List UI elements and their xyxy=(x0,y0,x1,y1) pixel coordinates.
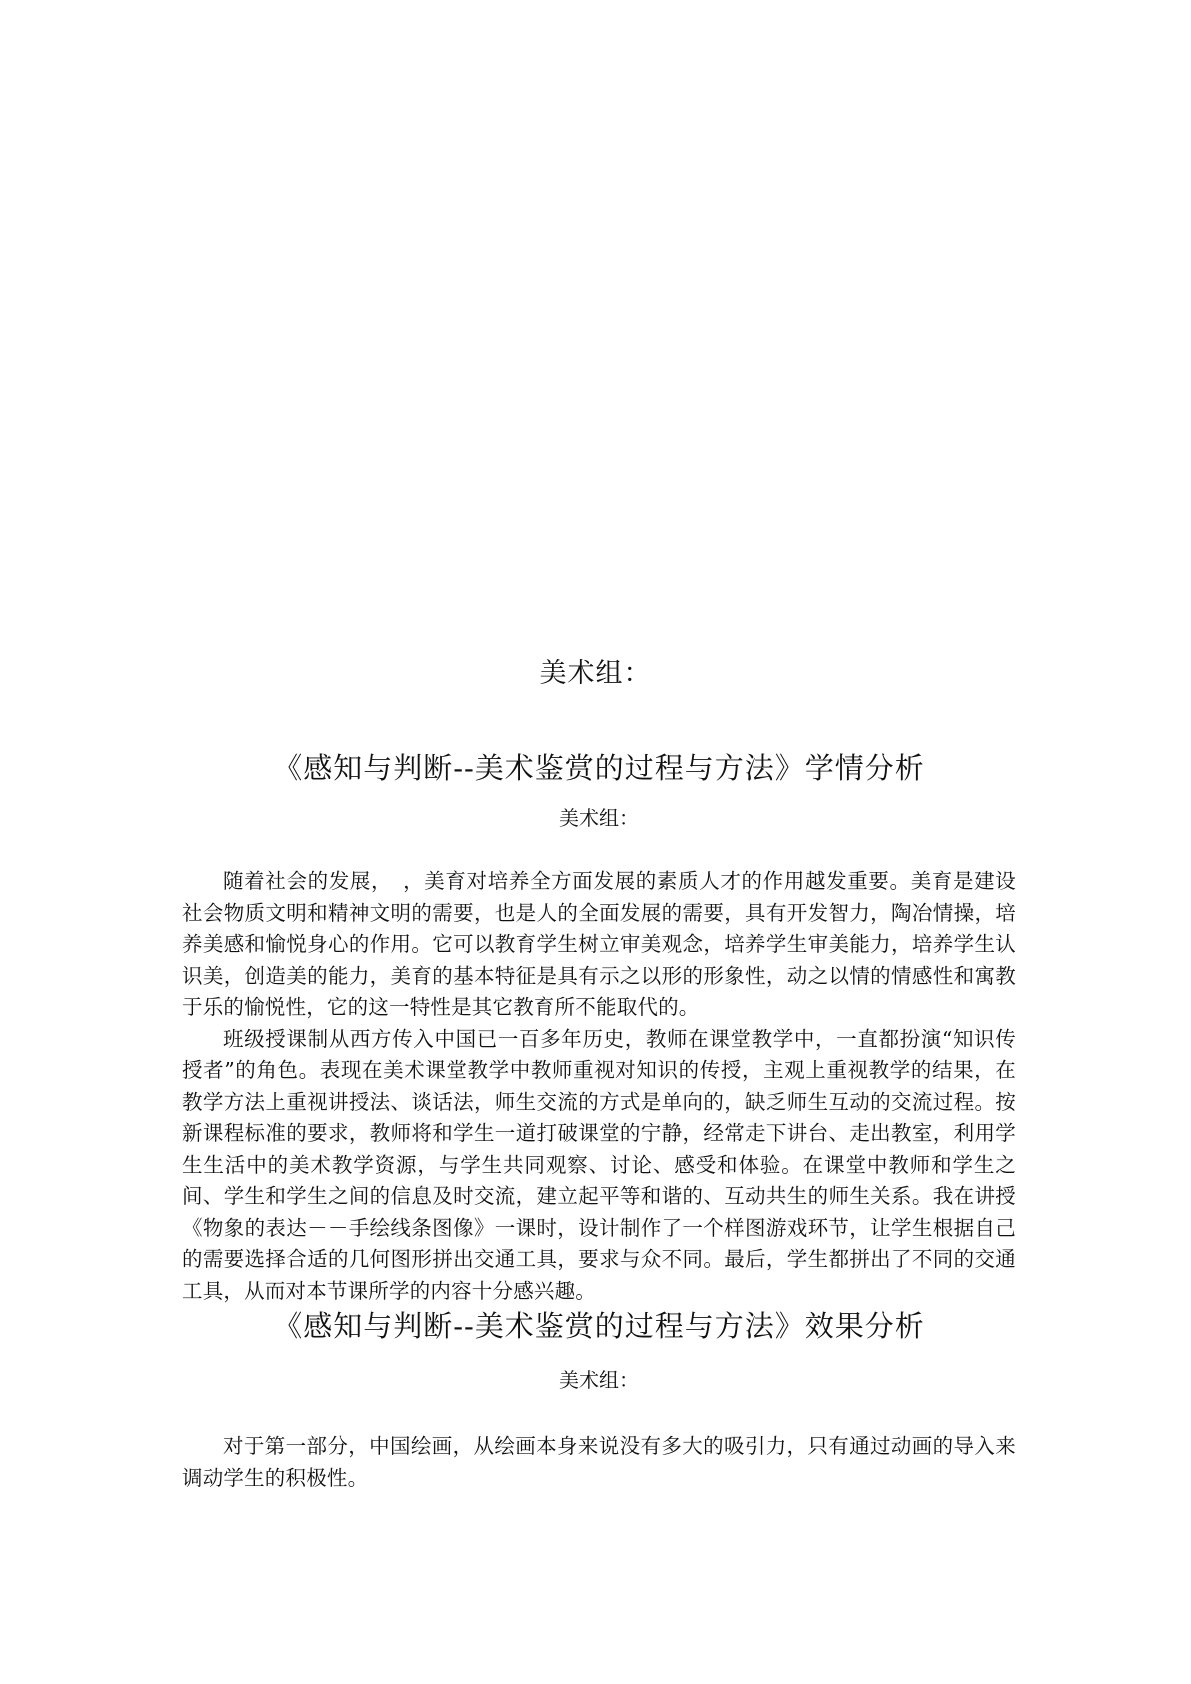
section-body xyxy=(182,1431,1016,1494)
section-title-effect-analysis: 《感知与判断--美术鉴赏的过程与方法》效果分析 xyxy=(273,1309,925,1343)
cover-group-label: 美术组： xyxy=(539,658,652,689)
section-author: 美术组： xyxy=(559,806,639,830)
section-author: 美术组： xyxy=(559,1368,639,1392)
paragraph: 班级授课制从西方传入中国已一百多年历史，教师在课堂教学中，一直都扮演“知识传授者”的角色。表现在美术课堂教学中教师重视对知识的传授，主观上重视教学的结果，在教学方法上重视讲授法、谈话法，师生交流的方式是单向的，缺乏师生互动的交流过程。按新课程标准的要求，教师将和学生一道打破课堂的宁静，经常走下讲台、走出教室，利用学生生活中的美术教学资源，与学生共同观察、讨论、感受和体验。在课堂中教师和学生之间、学生和学生之间的信息及时交流，建立起平等和谐的、互动共生的师生关系。我在讲授《物象的表达－－手绘线条图像》一课时，设计制作了一个样图游戏环节，让学生根据自己的需要选择合适的几何图形拼出交通工具，要求与众不同。最后，学生都拼出了不同的交通工具，从而对本节课所学的内容十分感兴趣。 xyxy=(182,1026,1016,1303)
paragraph: 对于第一部分，中国绘画，从绘画本身来说没有多大的吸引力，只有通过动画的导入来调动学生的积极性。 xyxy=(182,1434,1016,1490)
section-body xyxy=(182,866,1016,1307)
section-title-learning-analysis: 《感知与判断--美术鉴赏的过程与方法》学情分析 xyxy=(273,751,925,785)
paragraph: 随着社会的发展， ，美育对培养全方面发展的素质人才的作用越发重要。美育是建设社会物质文明和精神文明的需要，也是人的全面发展的需要，具有开发智力，陶冶情操，培养美感和愉悦身心的作用。它可以教育学生树立审美观念，培养学生审美能力，培养学生认识美，创造美的能力，美育的基本特征是具有示之以形的形象性，动之以情的情感性和寓教于乐的愉悦性，它的这一特性是其它教育所不能取代的。 xyxy=(182,869,1016,1019)
